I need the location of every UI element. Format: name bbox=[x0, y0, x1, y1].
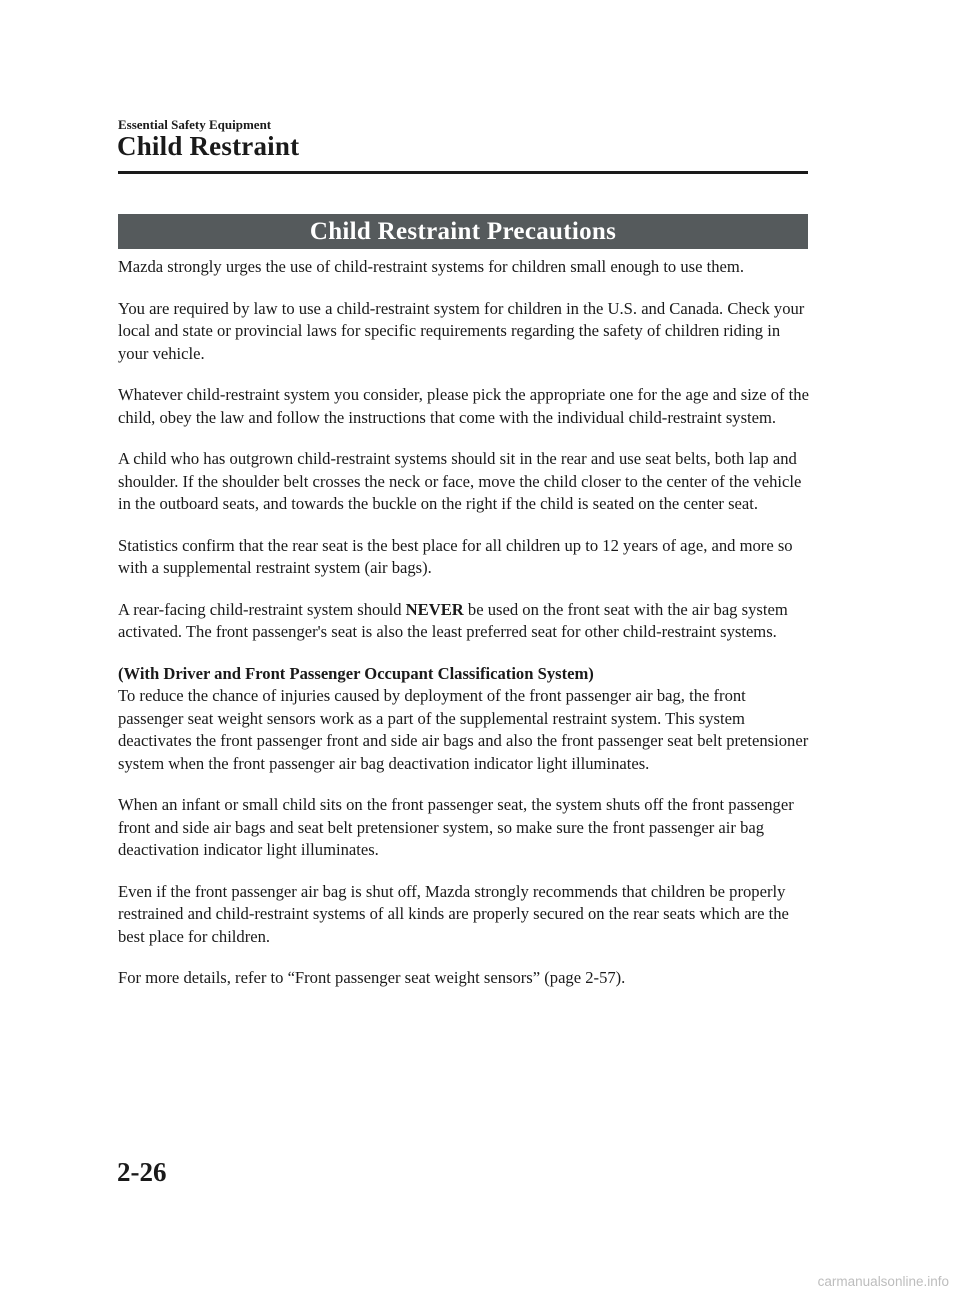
paragraph: Statistics confirm that the rear seat is the best place for all children up to 12 years of age, and more so with a supplemental restraint system (air bags). bbox=[118, 535, 793, 577]
paragraph-text: be used on the front seat with the air bag system activated. The front passenger's seat is also the least preferred seat for other child-restraint systems. bbox=[118, 599, 788, 641]
header-rule bbox=[118, 171, 808, 174]
paragraph-never bbox=[118, 599, 812, 644]
heading-text: (With Driver and Front Passenger Occupant Classification System) bbox=[118, 663, 594, 683]
section-banner bbox=[118, 214, 808, 249]
paragraph: You are required by law to use a child-restraint system for children in the U.S. and Canada. Check your local and state or provincial laws for specific requirements regarding the safety of children riding in your vehicle. bbox=[118, 298, 805, 363]
paragraph: A child who has outgrown child-restraint systems should sit in the rear and use seat belts, both lap and shoulder. If the shoulder belt crosses the neck or face, move the child closer to the center of the vehicle in the outboard seats, and towards the buckle on the right if the child is seated on the center seat. bbox=[118, 449, 802, 513]
paragraph: To reduce the chance of injuries caused by deployment of the front passenger air bag, the front passenger seat weight sensors work as a part of the supplemental restraint system. This system deactivates the front passenger front and side air bags and also the front passenger seat belt pretensioner system when the front passenger air bag deactivation indicator light illuminates. bbox=[118, 686, 809, 773]
occupant-classification-heading bbox=[118, 663, 812, 686]
chapter-title: Child Restraint bbox=[117, 131, 300, 161]
paragraph-text: A rear-facing child-restraint system should bbox=[118, 599, 406, 619]
body-content bbox=[118, 256, 812, 1009]
paragraph-reference: For more details, refer to “Front passenger seat weight sensors” (page 2-57). bbox=[118, 968, 626, 987]
paragraph: Even if the front passenger air bag is shut off, Mazda strongly recommends that children be properly restrained and child-restraint systems of all kinds are properly secured on the rear seats which are the best place for children. bbox=[118, 881, 789, 946]
watermark: carmanualsonline.info bbox=[817, 1274, 949, 1289]
never-emphasis: NEVER bbox=[405, 599, 464, 619]
paragraph: When an infant or small child sits on the front passenger seat, the system shuts off the front passenger front and side air bags and seat belt pretensioner system, so make sure the front passenger air bag deactivation indicator light illuminates. bbox=[118, 795, 794, 859]
banner-title: Child Restraint Precautions bbox=[309, 217, 617, 245]
paragraph: Whatever child-restraint system you consider, please pick the appropriate one for the age and size of the child, obey the law and follow the instructions that come with the individual child-restraint system. bbox=[118, 385, 809, 427]
paragraph: Mazda strongly urges the use of child-restraint systems for children small enough to use them. bbox=[118, 257, 744, 276]
page-number: 2-26 bbox=[117, 1157, 167, 1187]
section-label: Essential Safety Equipment bbox=[118, 117, 272, 132]
